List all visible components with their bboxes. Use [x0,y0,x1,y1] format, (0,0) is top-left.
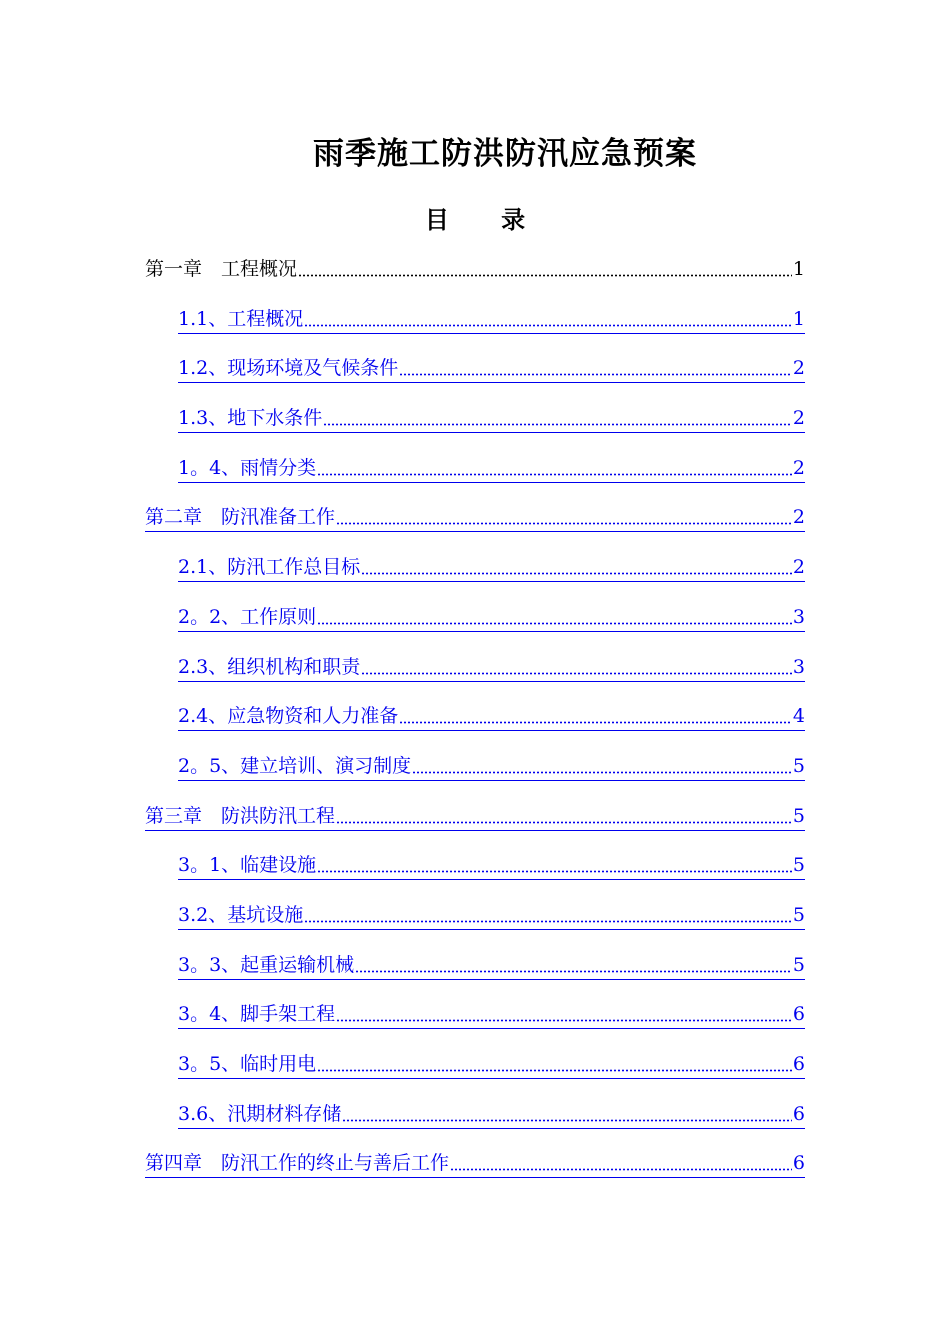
dot-leader [323,423,792,426]
dot-leader [342,1119,792,1122]
toc-entry-label: 2.3、组织机构和职责 [178,655,361,678]
dot-leader [412,771,792,774]
toc-page-number: 4 [792,705,805,728]
toc-entry-chapter-2 [0,499,950,549]
dot-leader [355,970,792,973]
dot-leader [361,672,792,675]
toc-entry-label: 3。4、脚手架工程 [178,1003,336,1026]
dot-leader [399,721,792,724]
toc-entry-section-3-2 [0,897,950,947]
toc-link[interactable] [178,301,805,334]
toc-link[interactable] [178,400,805,433]
toc-link[interactable] [178,649,805,682]
toc-page-number: 6 [792,1102,805,1125]
toc-entry-section-1-2 [0,350,950,400]
toc-entry-section-2-1 [0,549,950,599]
toc-page-number: 2 [792,506,805,529]
dot-leader [361,572,792,575]
toc-page-number: 2 [792,456,805,479]
document-title: 雨季施工防洪防汛应急预案 [313,136,697,172]
toc-link[interactable] [178,549,805,582]
table-of-contents [0,251,950,1195]
dot-leader [317,622,792,625]
toc-entry-label: 第三章 防洪防汛工程 [145,804,336,827]
toc-entry-section-1-4 [0,450,950,500]
dot-leader [317,870,792,873]
toc-entry-label: 第一章 工程概况 [145,258,298,280]
toc-entry-section-1-3 [0,400,950,450]
toc-entry-label: 3。5、临时用电 [178,1053,317,1075]
toc-entry-section-3-4 [0,996,950,1046]
toc-page-number: 1 [792,258,805,280]
toc-page-number: 2 [792,407,805,430]
toc-entry-section-2-5 [0,748,950,798]
toc-entry-label: 第二章 防汛准备工作 [145,506,336,529]
toc-link[interactable] [145,499,805,532]
toc-entry-section-3-6 [0,1096,950,1146]
dot-leader [336,821,792,824]
toc-page-number: 5 [792,804,805,827]
toc-link[interactable] [178,897,805,930]
toc-link[interactable] [178,847,805,880]
toc-link[interactable] [178,698,805,731]
toc-link[interactable] [145,798,805,831]
toc-page-number: 5 [792,754,805,777]
toc-entry-label: 1.1、工程概况 [178,307,304,330]
toc-entry-chapter-4 [0,1145,950,1195]
toc-entry-chapter-3 [0,798,950,848]
toc-entry-section-2-3 [0,649,950,699]
toc-page-number: 2 [792,357,805,380]
toc-entry-label: 3。1、临建设施 [178,854,317,877]
toc-entry-section-2-4 [0,698,950,748]
toc-entry-section-3-5 [0,1046,950,1096]
toc-entry-label: 2。2、工作原则 [178,605,317,628]
toc-link[interactable] [178,1096,805,1129]
toc-page-number: 1 [792,307,805,330]
dot-leader [304,920,792,923]
toc-entry-label: 第四章 防汛工作的终止与善后工作 [145,1152,450,1175]
toc-page-number: 2 [792,556,805,579]
toc-page-number: 6 [792,1053,805,1075]
toc-page-number: 5 [792,854,805,877]
toc-link[interactable] [178,450,805,483]
toc-page-number: 3 [792,605,805,628]
toc-entry-label: 3。3、起重运输机械 [178,953,355,976]
toc-page-number: 6 [792,1003,805,1026]
toc-page-number: 6 [792,1152,805,1175]
toc-page-number: 3 [792,655,805,678]
toc-page-number: 5 [792,903,805,926]
dot-leader [336,1019,792,1022]
toc-entry-section-3-3 [0,947,950,997]
toc-entry-section-3-1 [0,847,950,897]
toc-link[interactable] [178,996,805,1029]
toc-entry-label: 2.4、应急物资和人力准备 [178,705,399,728]
dot-leader [399,373,792,376]
toc-entry-label: 1.3、地下水条件 [178,407,323,430]
toc-link[interactable] [145,251,805,283]
toc-entry-label: 1.2、现场环境及气候条件 [178,357,399,380]
toc-entry-label: 3.2、基坑设施 [178,903,304,926]
toc-entry-label: 1。4、雨情分类 [178,456,317,479]
dot-leader [298,274,792,277]
toc-entry-section-2-2 [0,599,950,649]
toc-link[interactable] [178,350,805,383]
toc-link[interactable] [178,947,805,980]
toc-entry-chapter-1 [0,251,950,301]
toc-entry-label: 2。5、建立培训、演习制度 [178,754,412,777]
dot-leader [317,1069,792,1072]
toc-link[interactable] [178,1046,805,1079]
toc-link[interactable] [178,748,805,781]
toc-heading: 目 录 [424,206,548,234]
toc-link[interactable] [178,599,805,632]
toc-entry-label: 2.1、防汛工作总目标 [178,556,361,579]
toc-entry-section-1-1 [0,301,950,351]
toc-entry-label: 3.6、汛期材料存储 [178,1102,342,1125]
toc-link[interactable] [145,1145,805,1178]
toc-page-number: 5 [792,953,805,976]
dot-leader [450,1168,792,1171]
dot-leader [317,473,792,476]
dot-leader [336,522,792,525]
dot-leader [304,324,792,327]
